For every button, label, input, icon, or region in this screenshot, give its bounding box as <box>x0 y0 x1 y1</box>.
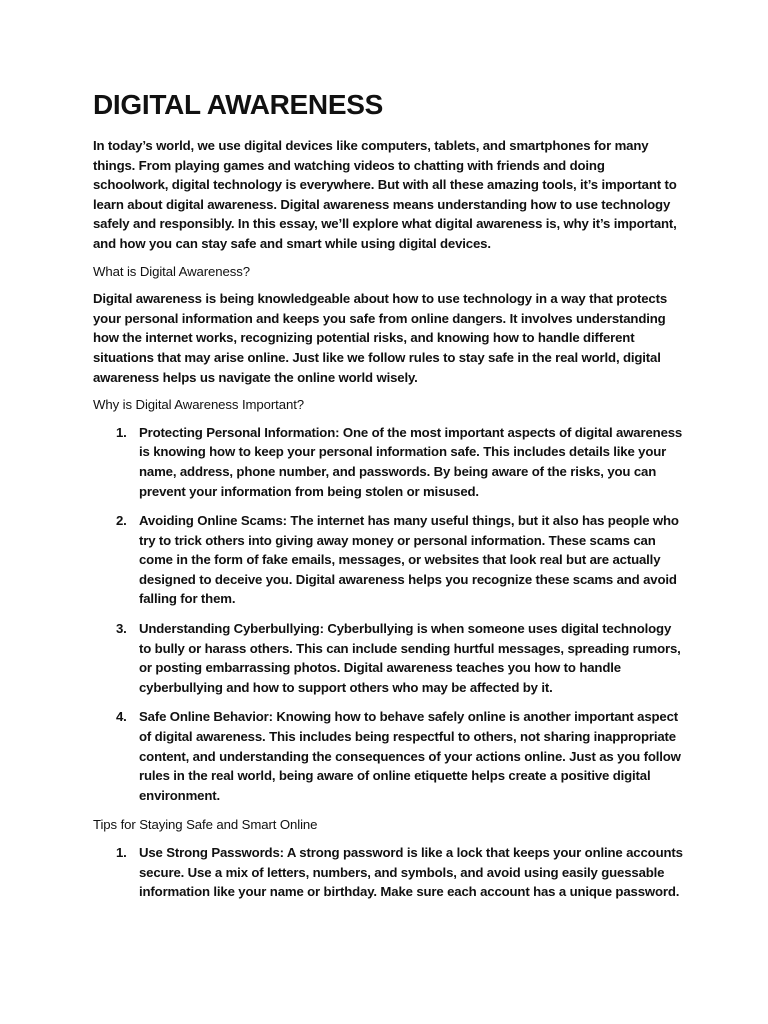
intro-paragraph: In today’s world, we use digital devices like computers, tablets, and smartphones for many things. From playing games and watching videos to chatting with friends and doing schoolwork, digital technology is everywhere. But with all these amazing tools, it’s important to learn about digital awareness. Digital awareness means understanding how to use technology safely and responsibly. In this essay, we’ll explore what digital awareness is, why it’s important, and how you can stay safe and smart while using digital devices. <box>93 138 677 251</box>
list-item-text: Use Strong Passwords: A strong password is like a lock that keeps your online accounts secure. Use a mix of letters, numbers, and symbols, and avoid using easily guessable information like your name or birthday. Make sure each account has a unique password. <box>139 845 683 900</box>
list-item-text: Avoiding Online Scams: The internet has many useful things, but it also has people who try to trick others into giving away money or personal information. These scams can come in the form of fake emails, messages, or websites that look real but are actually designed to deceive you. Digital awareness helps you recognize these scams and avoid falling for them. <box>139 513 679 607</box>
section-heading-why-important: Why is Digital Awareness Important? <box>93 397 305 413</box>
section-paragraph-what-is: Digital awareness is being knowledgeable about how to use technology in a way that protects your personal information and keeps you safe from online dangers. It involves understanding how the internet works, recognizing potential risks, and knowing how to handle different situations that may arise online. Just like we follow rules to stay safe in the real world, digital awareness helps us navigate the online world wisely. <box>93 291 668 385</box>
list-item-number: 1. <box>116 845 127 860</box>
why-important-list <box>93 423 683 806</box>
list-item <box>93 423 683 501</box>
list-item-number: 2. <box>116 513 127 529</box>
list-item-number: 4. <box>116 709 127 725</box>
list-item-text: Protecting Personal Information: One of the most important aspects of digital awareness is knowing how to keep your personal information safe. This includes details like your name, address, phone number, and passwords. By being aware of the risks, you can prevent your information from being stolen or misused. <box>139 424 683 499</box>
list-item-text: Safe Online Behavior: Knowing how to behave safely online is another important aspect of digital awareness. This includes being respectful to others, not sharing inappropriate content, and understanding the consequences of your actions online. Just as you follow rules in the real world, being aware of online etiquette helps create a positive digital environment. <box>139 709 681 803</box>
list-item <box>93 511 683 609</box>
document-page <box>93 88 683 912</box>
list-item <box>93 707 683 805</box>
list-item-text: Understanding Cyberbullying: Cyberbullying is when someone uses digital technology to bully or harass others. This can include sending hurtful messages, spreading rumors, or posting embarrassing photos. Digital awareness teaches you how to handle cyberbullying and how to support others who may be affected by it. <box>139 621 681 695</box>
list-item <box>93 843 683 902</box>
list-item <box>93 619 683 697</box>
list-item-number: 1. <box>116 424 127 440</box>
list-item-number: 3. <box>116 621 127 637</box>
section-heading-tips: Tips for Staying Safe and Smart Online <box>93 817 318 833</box>
document-title: DIGITAL AWARENESS <box>93 89 383 120</box>
tips-list <box>93 843 683 902</box>
section-heading-what-is: What is Digital Awareness? <box>93 263 250 279</box>
